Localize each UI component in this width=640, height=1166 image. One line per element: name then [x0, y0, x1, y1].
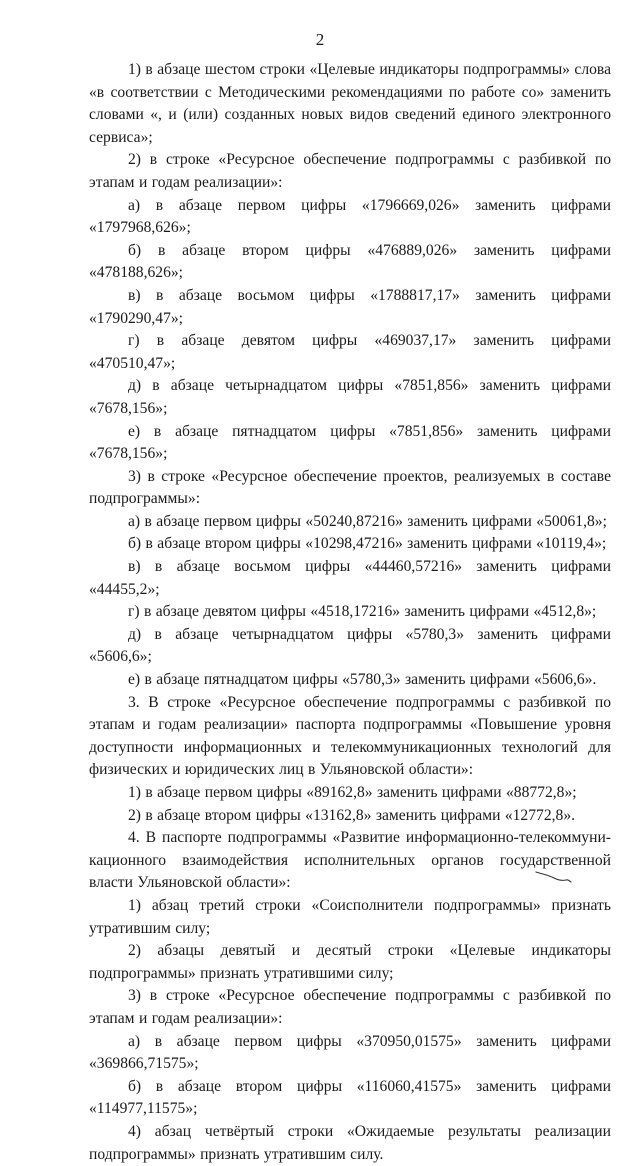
paragraph-2: 2) в строке «Ресурсное обеспечение подпрограммы с разбивкой по этапам и годам реализации»:	[89, 151, 611, 191]
paragraph-11: б) в абзаце втором цифры «10298,47216» заменить цифрами «10119,4»;	[128, 535, 607, 553]
paragraph-8: е) в абзаце пятнадцатом цифры «7851,856» заменить цифрами «7678,156»;	[89, 422, 611, 463]
paragraph-3: а) в абзаце первом цифры «1796669,026» заменить цифрами «1797968,626»;	[89, 196, 611, 237]
paragraph-23: а) в абзаце первом цифры «370950,01575» заменить цифрами «369866,71575»;	[89, 1032, 611, 1073]
paragraph-13: г) в абзаце девятом цифры «4518,17216» заменить цифрами «4512,8»;	[128, 603, 597, 621]
paragraph-18: 2) в абзаце втором цифры «13162,8» заменить цифрами «12772,8».	[128, 806, 576, 824]
paragraph-6: г) в абзаце девятом цифры «469037,17» заменить цифрами «470510,47»;	[89, 332, 611, 372]
document-body	[89, 59, 611, 1166]
paragraph-14: д) в абзаце четырнадцатом цифры «5780,3» заменить цифрами «5606,6»;	[89, 625, 611, 666]
page-number: 2	[315, 30, 325, 49]
paragraph-17: 1) в абзаце первом цифры «89162,8» заменить цифрами «88772,8»;	[128, 784, 577, 801]
paragraph-22: 3) в строке «Ресурсное обеспечение подпрограммы с разбивкой по этапам и годам реализации»:	[89, 987, 611, 1027]
paragraph-16: 3. В строке «Ресурсное обеспечение подпрограммы с разбивкой по этапам и годам реализации» паспорта подпрограммы «Повышение уровня доступности информационных и телекоммуникационных технологий для физических и юридических лиц в Ульяновской области»:	[89, 693, 611, 779]
paragraph-15: е) в абзаце пятнадцатом цифры «5780,3» заменить цифрами «5606,6».	[128, 671, 597, 689]
paragraph-9: 3) в строке «Ресурсное обеспечение проектов, реализуемых в составе подпрограммы»:	[89, 467, 611, 508]
paragraph-20: 1) абзац третий строки «Соисполнители подпрограммы» признать утратившим силу;	[89, 896, 611, 937]
paragraph-12: в) в абзаце восьмом цифры «44460,57216» заменить цифрами «44455,2»;	[89, 558, 611, 598]
paragraph-21: 2) абзацы девятый и десятый строки «Целевые индикаторы подпрограммы» признать утратившими силу;	[89, 942, 611, 982]
paragraph-25: 4) абзац четвёртый строки «Ожидаемые результаты реализации подпрограммы» признать утратившим силу.	[89, 1122, 611, 1163]
paragraph-7: д) в абзаце четырнадцатом цифры «7851,856» заменить цифрами «7678,156»;	[89, 377, 611, 417]
paragraph-4: б) в абзаце втором цифры «476889,026» заменить цифрами «478188,626»;	[89, 241, 611, 282]
paragraph-19: 4. В паспорте подпрограммы «Развитие информационно-телекоммуни-кационного взаимодействия исполнительных органов государственной власти Ульяновской области»:	[89, 829, 611, 892]
pen-mark-icon	[534, 866, 574, 886]
paragraph-5: в) в абзаце восьмом цифры «1788817,17» заменить цифрами «1790290,47»;	[89, 286, 611, 327]
paragraph-1: 1) в абзаце шестом строки «Целевые индикаторы подпрограммы» слова «в соответствии с Методическими рекомендациями по работе со» заменить словами «, и (или) созданных новых видов сведений единого электронного сервиса»;	[89, 61, 611, 146]
paragraph-24: б) в абзаце втором цифры «116060,41575» заменить цифрами «114977,11575»;	[89, 1077, 611, 1118]
paragraph-10: а) в абзаце первом цифры «50240,87216» заменить цифрами «50061,8»;	[128, 512, 607, 530]
